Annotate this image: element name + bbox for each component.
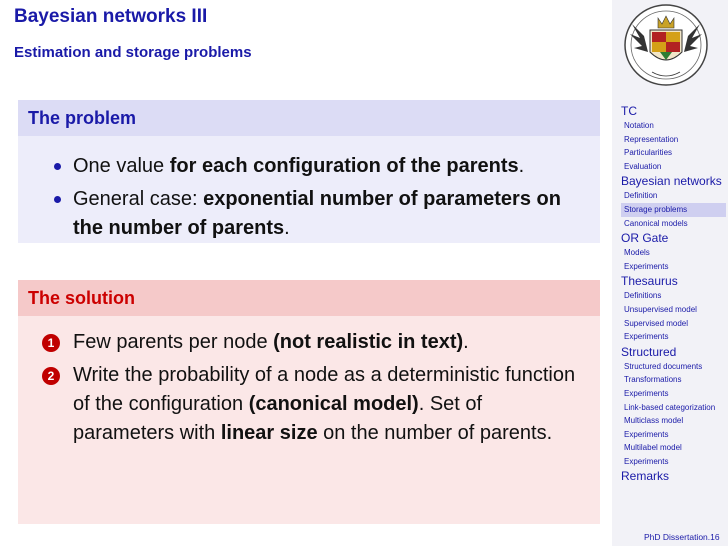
nav-item[interactable]: Experiments [624,332,669,342]
nav-section[interactable]: Bayesian networks [621,174,722,189]
number-badge: 2 [42,367,60,385]
list-item: General case: exponential number of parameters on the number of parents. [18,185,600,243]
nav-section[interactable]: Thesaurus [621,274,678,289]
list-item: One value for each configuration of the parents. [18,152,600,181]
nav-item[interactable]: Multiclass model [624,416,684,426]
section-navigation [621,104,726,484]
nav-item[interactable]: Notation [624,121,654,130]
slide-subtitle: Estimation and storage problems [14,44,252,61]
solution-block [18,280,600,524]
list-item: 2 Write the probability of a node as a deterministic function of the configuration (canonical model). Set of parameters with linear size on the number of parents. [18,361,600,448]
solution-block-header: The solution [18,280,600,316]
nav-item[interactable]: Link-based categorization [624,402,716,412]
problem-block [18,100,600,243]
bullet-icon [54,196,61,203]
nav-item[interactable]: Particularities [624,148,673,158]
nav-item[interactable]: Definitions [624,291,662,301]
nav-item[interactable]: Supervised model [624,318,689,328]
university-seal-logo [622,2,710,88]
nav-section[interactable]: OR Gate [621,231,669,246]
nav-section[interactable]: Structured [621,344,677,359]
page-number: PhD Dissertation.16 [644,532,720,542]
nav-item[interactable]: Evaluation [624,161,662,171]
problem-block-header: The problem [18,100,600,136]
nav-item[interactable]: Experiments [624,456,669,466]
nav-item[interactable]: Transformations [624,375,682,385]
nav-section[interactable]: Remarks [621,469,670,484]
nav-section[interactable]: TC [621,104,637,118]
nav-item[interactable]: Unsupervised model [624,304,697,314]
nav-item[interactable]: Experiments [624,261,669,271]
solution-block-body [18,316,600,524]
nav-item[interactable]: Experiments [624,429,669,439]
nav-item[interactable]: Structured documents [624,361,703,371]
slide-title: Bayesian networks III [14,6,208,27]
problem-block-body [18,136,600,243]
nav-item[interactable]: Canonical models [624,218,688,228]
nav-item[interactable]: Experiments [624,388,669,398]
bullet-icon [54,163,61,170]
list-item: 1 Few parents per node (not realistic in text). [18,328,600,357]
number-badge: 1 [42,334,60,352]
nav-item[interactable]: Storage problems [621,203,726,217]
nav-item[interactable]: Multilabel model [624,443,682,453]
nav-item[interactable]: Models [624,248,650,258]
nav-item[interactable]: Representation [624,134,679,144]
nav-item[interactable]: Definition [624,191,658,201]
